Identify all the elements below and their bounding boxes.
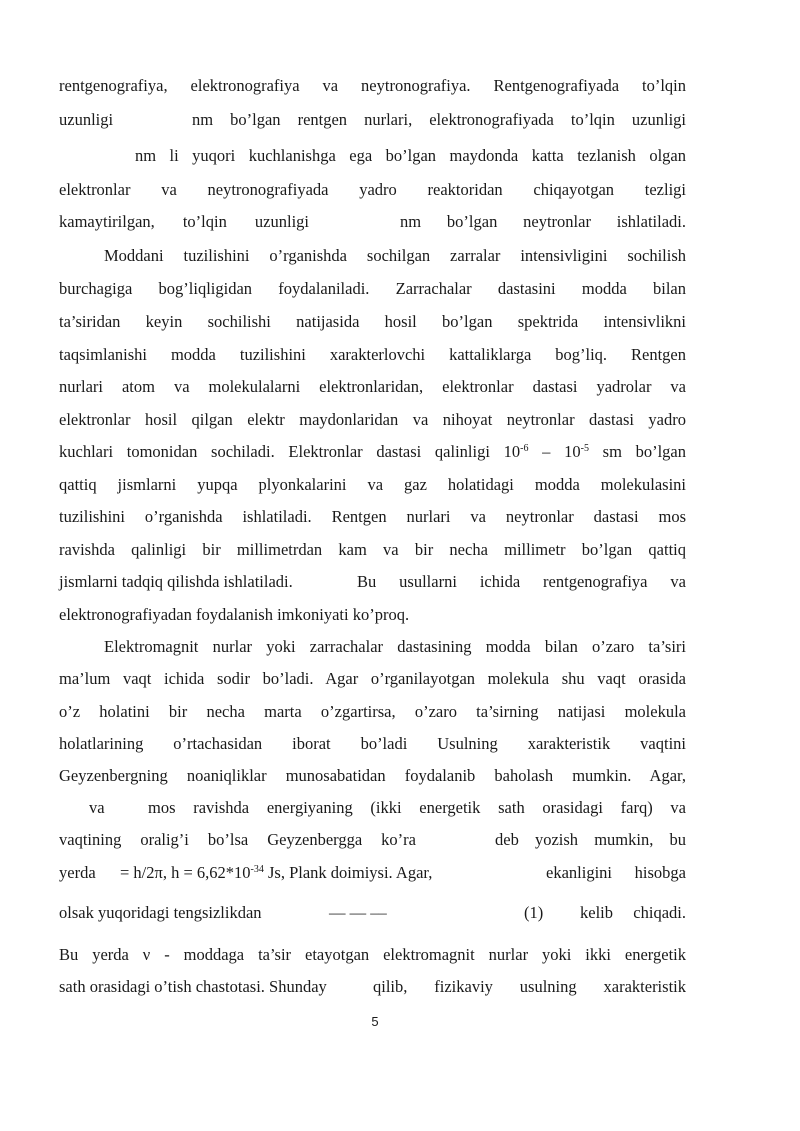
exponent: -6	[520, 443, 529, 454]
text-line: nurlari atom va molekulalarni elektronlaridan, elektronlar dastasi yadrolar va	[59, 377, 686, 396]
text-line: ravishda qalinligi bir millimetrdan kam va bir necha millimetr bo’lgan qattiq	[59, 540, 686, 559]
text-segment: Bu usullarni ichida rentgenografiya va	[357, 572, 686, 591]
text-segment: nm li yuqori kuchlanishga ega bo’lgan maydonda katta tezlanish olgan	[135, 146, 686, 165]
text-line: o’z holatini bir necha marta o’zgartirsa, o’zaro ta’sirning natijasi molekula	[59, 702, 686, 721]
text-line	[59, 797, 686, 819]
text-line: rentgenografiya, elektronografiya va neytronografiya. Rentgenografiyada to’lqin	[59, 76, 686, 95]
text-line: tuzilishini o’rganishda ishlatiladi. Rentgen nurlari va neytronlar dastasi mos	[59, 507, 686, 526]
text-line: ta’siridan keyin sochilishi natijasida hosil bo’lgan spektrida intensivlikni	[59, 312, 686, 331]
text-line: elektronlar va neytronografiyada yadro reaktoridan chiqayotgan tezligi	[59, 180, 686, 199]
text-line	[59, 902, 686, 924]
text-segment: sath orasidagi o’tish chastotasi. Shunday	[59, 977, 327, 996]
text-line	[59, 109, 686, 131]
text-segment: qilib, fizikaviy usulning xarakteristik	[373, 977, 686, 996]
text-line: elektronlar hosil qilgan elektr maydonlaridan va nihoyat neytronlar dastasi yadro	[59, 410, 686, 429]
text-line: ma’lum vaqt ichida sodir bo’ladi. Agar o’rganilayotgan molekula shu vaqt orasida	[59, 669, 686, 688]
text-segment: va	[89, 798, 105, 817]
text-line	[59, 829, 686, 851]
text-segment: kamaytirilgan, to’lqin uzunligi	[59, 212, 309, 231]
text-segment: vaqtining oralig’i bo’lsa Geyzenbergga ko’ra	[59, 830, 416, 849]
text-segment: kuchlari tomonidan sochiladi. Elektronlar dastasi qalinligi 10	[59, 442, 521, 461]
text-line: taqsimlanishi modda tuzilishini xarakterlovchi kattaliklarga bog’liq. Rentgen	[59, 345, 686, 364]
text-line	[59, 145, 686, 167]
text-segment: nm bo’lgan rentgen nurlari, elektronografiyada to’lqin uzunligi	[192, 110, 686, 129]
text-segment: yerda	[59, 863, 96, 882]
text-line: Bu yerda ν - moddaga ta’sir etayotgan elektromagnit nurlar yoki ikki energetik	[59, 945, 686, 964]
page-number: 5	[371, 1014, 379, 1029]
equation-number: (1)	[524, 903, 544, 922]
text-segment: kelib chiqadi.	[580, 903, 686, 922]
text-line: holatlarining o’rtachasidan iborat bo’ladi Usulning xarakteristik vaqtini	[59, 734, 686, 753]
text-segment: jismlarni tadqiq qilishda ishlatiladi.	[59, 572, 293, 591]
text-segment: deb yozish mumkin, bu	[495, 830, 686, 849]
text-line: qattiq jismlarni yupqa plyonkalarini va gaz holatidagi modda molekulasini	[59, 475, 686, 494]
text-segment: nm bo’lgan neytronlar ishlatiladi.	[400, 212, 686, 231]
text-line: Elektromagnit nurlar yoki zarrachalar dastasining modda bilan o’zaro ta’siri	[104, 637, 686, 656]
text-segment: sm bo’lgan	[588, 442, 686, 461]
text-line: elektronografiyadan foydalanish imkoniyati ko’proq.	[59, 605, 410, 624]
text-line	[59, 571, 686, 593]
text-segment: mos ravishda energiyaning (ikki energetik sath orasidagi farq) va	[148, 798, 686, 817]
exponent: -34	[250, 864, 264, 875]
text-line	[59, 862, 686, 884]
exponent: -5	[580, 443, 589, 454]
text-segment	[120, 862, 432, 884]
fraction-bars: — — ––	[329, 903, 387, 922]
text-segment: olsak yuqoridagi tengsizlikdan	[59, 903, 262, 922]
text-segment: – 10	[528, 442, 581, 461]
text-line	[59, 976, 686, 998]
text-line	[59, 441, 686, 463]
text-line: Moddani tuzilishini o’rganishda sochilgan zarralar intensivligini sochilish	[104, 246, 686, 265]
text-line: Geyzenbergning noaniqliklar munosabatidan foydalanib baholash mumkin. Agar,	[59, 766, 686, 785]
text-segment: = h/2π, h = 6,62*10	[120, 863, 251, 882]
text-line	[59, 211, 686, 233]
text-line: burchagiga bog’liqligidan foydalaniladi. Zarrachalar dastasini modda bilan	[59, 279, 686, 298]
text-segment: Js, Plank doimiysi. Agar,	[263, 863, 433, 882]
text-segment: ekanligini hisobga	[546, 863, 686, 882]
text-segment: uzunligi	[59, 110, 114, 129]
